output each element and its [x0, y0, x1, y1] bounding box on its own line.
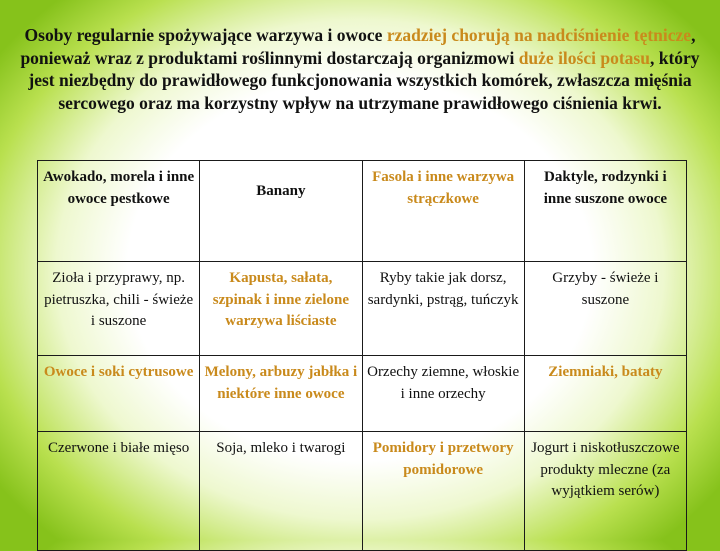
intro-highlight-hypertension: rzadziej chorują na nadciśnienie tętnicze [386, 25, 692, 45]
table-cell: Jogurt i niskotłuszczowe produkty mleczne (za wyjątkiem serów) [524, 432, 686, 551]
intro-text-1: Osoby regularnie spożywające warzywa i owoce [24, 25, 387, 45]
table-cell: Owoce i soki cytrusowe [38, 356, 200, 432]
intro-paragraph [10, 24, 710, 114]
table-cell: Melony, arbuzy jabłka i niektóre inne owoce [200, 356, 362, 432]
cell-text: Banany [256, 183, 306, 199]
table-cell: Daktyle, rodzynki i inne suszone owoce [524, 161, 686, 262]
table-cell: Grzyby - świeże i suszone [524, 262, 686, 356]
table-row [38, 262, 687, 356]
potassium-foods-table [37, 160, 687, 551]
table-cell: Ryby takie jak dorsz, sardynki, pstrąg, tuńczyk [362, 262, 524, 356]
table-row [38, 161, 687, 262]
table-cell: Orzechy ziemne, włoskie i inne orzechy [362, 356, 524, 432]
intro-highlight-potassium: duże ilości potasu [518, 47, 650, 68]
intro-text-2: , ponieważ wraz z produktami roślinnymi dostarczają organizmowi [20, 25, 696, 68]
table-cell: Kapusta, sałata, szpinak i inne zielone warzywa liściaste [200, 262, 362, 356]
table-row [38, 432, 687, 551]
table-cell: Czerwone i białe mięso [38, 432, 200, 551]
table-cell: Fasola i inne warzywa strączkowe [362, 161, 524, 262]
table-cell: Zioła i przyprawy, np. pietruszka, chili - świeże i suszone [38, 262, 200, 356]
table-cell: Awokado, morela i inne owoce pestkowe [38, 161, 200, 262]
table-row [38, 356, 687, 432]
table-cell: Pomidory i przetwory pomidorowe [362, 432, 524, 551]
intro-text-3: , który jest niezbędny do prawidłowego funkcjonowania wszystkich komórek, zwłaszcza mięśnia sercowego oraz ma korzystny wpływ na utrzymane prawidłowego ciśnienia krwi. [28, 47, 700, 113]
table-cell: Ziemniaki, bataty [524, 356, 686, 432]
table-cell: Soja, mleko i twarogi [200, 432, 362, 551]
table-cell [200, 161, 362, 262]
